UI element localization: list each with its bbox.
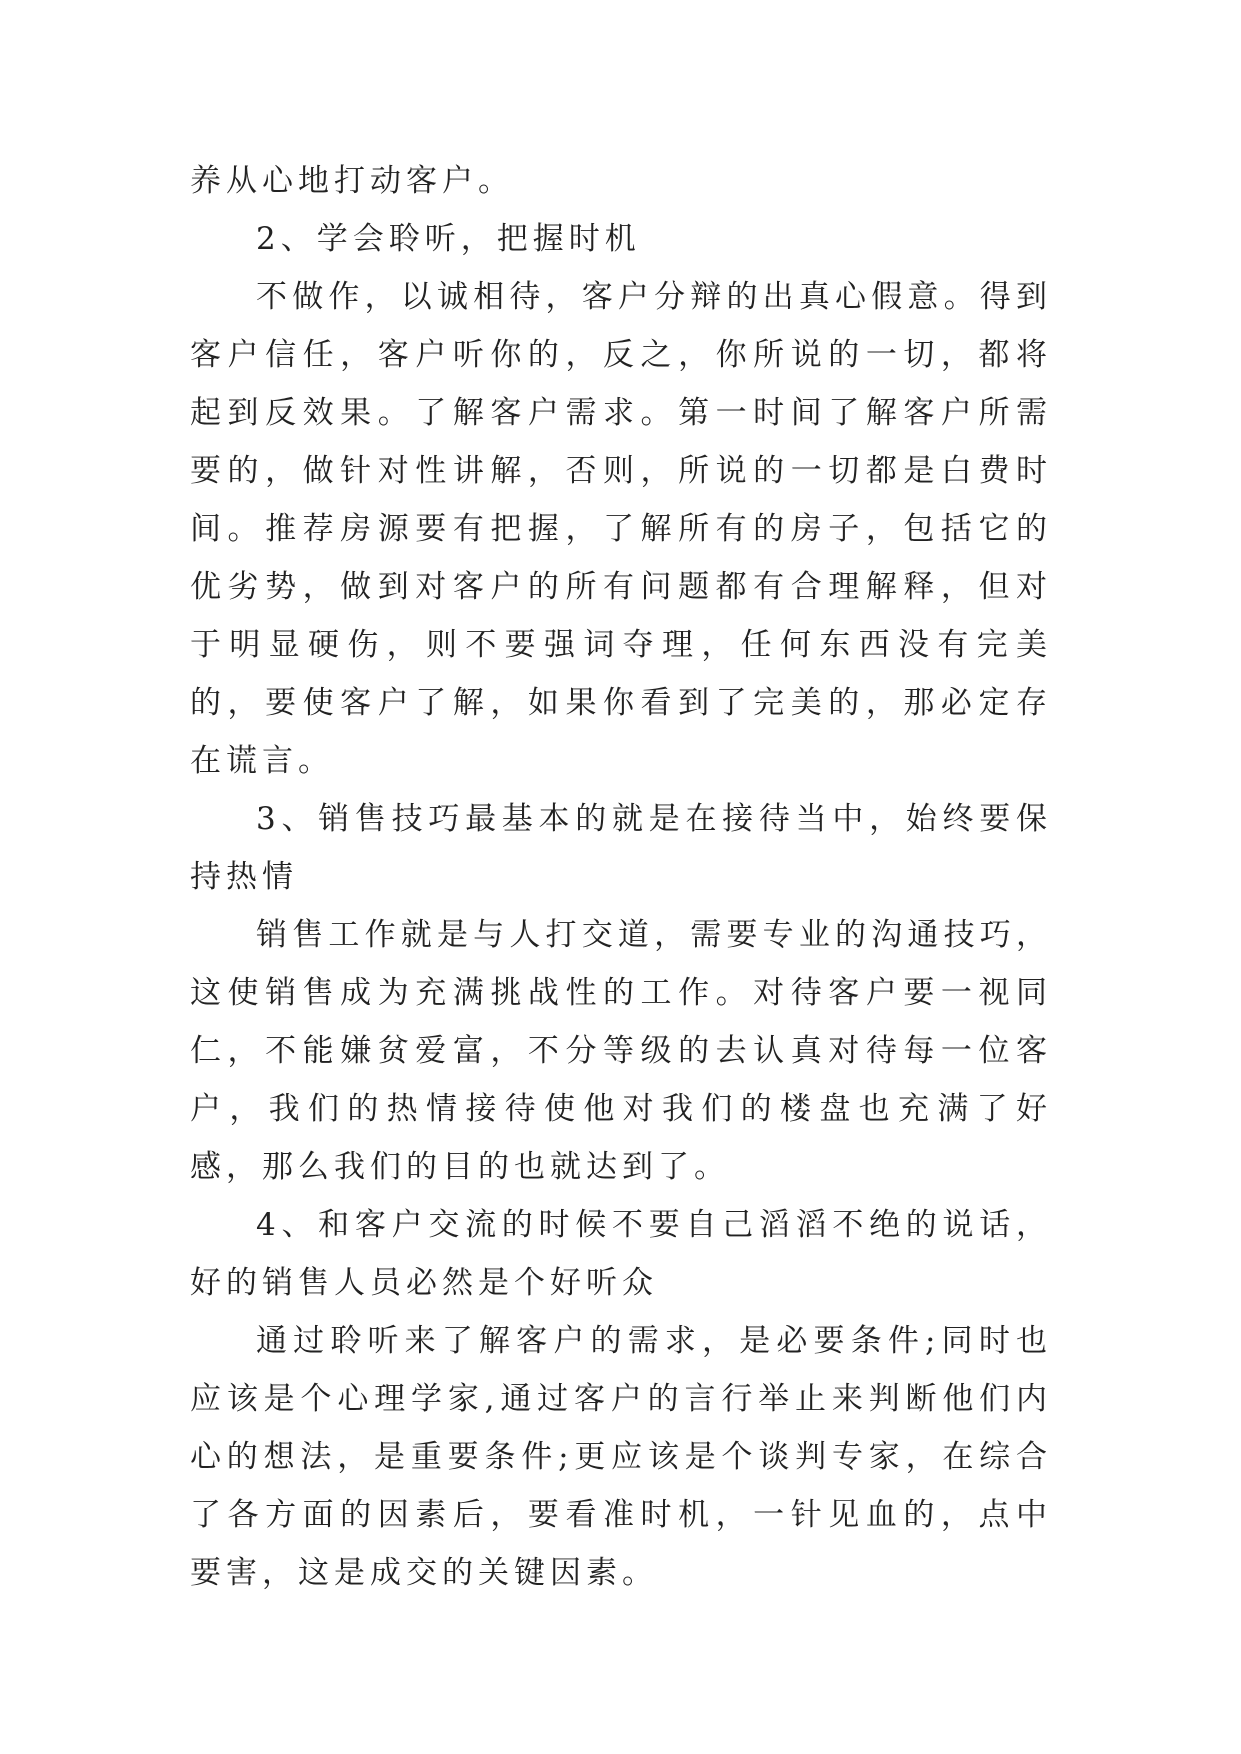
paragraph-5: 销售工作就是与人打交道，需要专业的沟通技巧，这使销售成为充满挑战性的工作。对待客户要一视同仁，不能嫌贫爱富，不分等级的去认真对待每一位客户，我们的热情接待使他对我们的楼盘也充满了好感，那么我们的目的也就达到了。 xyxy=(190,917,1052,1185)
heading-4: 3、销售技巧最基本的就是在接待当中，始终要保持热情 xyxy=(190,801,1052,895)
paragraph-3: 不做作，以诚相待，客户分辩的出真心假意。得到客户信任，客户听你的，反之，你所说的一切，都将起到反效果。了解客户需求。第一时间了解客户所需要的，做针对性讲解，否则，所说的一切都是白费时间。推荐房源要有把握，了解所有的房子，包括它的优劣势，做到对客户的所有问题都有合理解释，但对于明显硬伤，则不要强词夺理，任何东西没有完美的，要使客户了解，如果你看到了完美的，那必定存在谎言。 xyxy=(190,279,1052,779)
heading-6: 4、和客户交流的时候不要自己滔滔不绝的说话，好的销售人员必然是个好听众 xyxy=(190,1207,1052,1301)
paragraph-7: 通过聆听来了解客户的需求，是必要条件;同时也应该是个心理学家,通过客户的言行举止来判断他们内心的想法，是重要条件;更应该是个谈判专家，在综合了各方面的因素后，要看准时机，一针见血的，点中要害，这是成交的关键因素。 xyxy=(190,1323,1052,1591)
document-page xyxy=(190,152,1052,1602)
heading-2: 2、学会聆听，把握时机 xyxy=(256,221,641,257)
paragraph-1: 养从心地打动客户。 xyxy=(190,163,514,199)
